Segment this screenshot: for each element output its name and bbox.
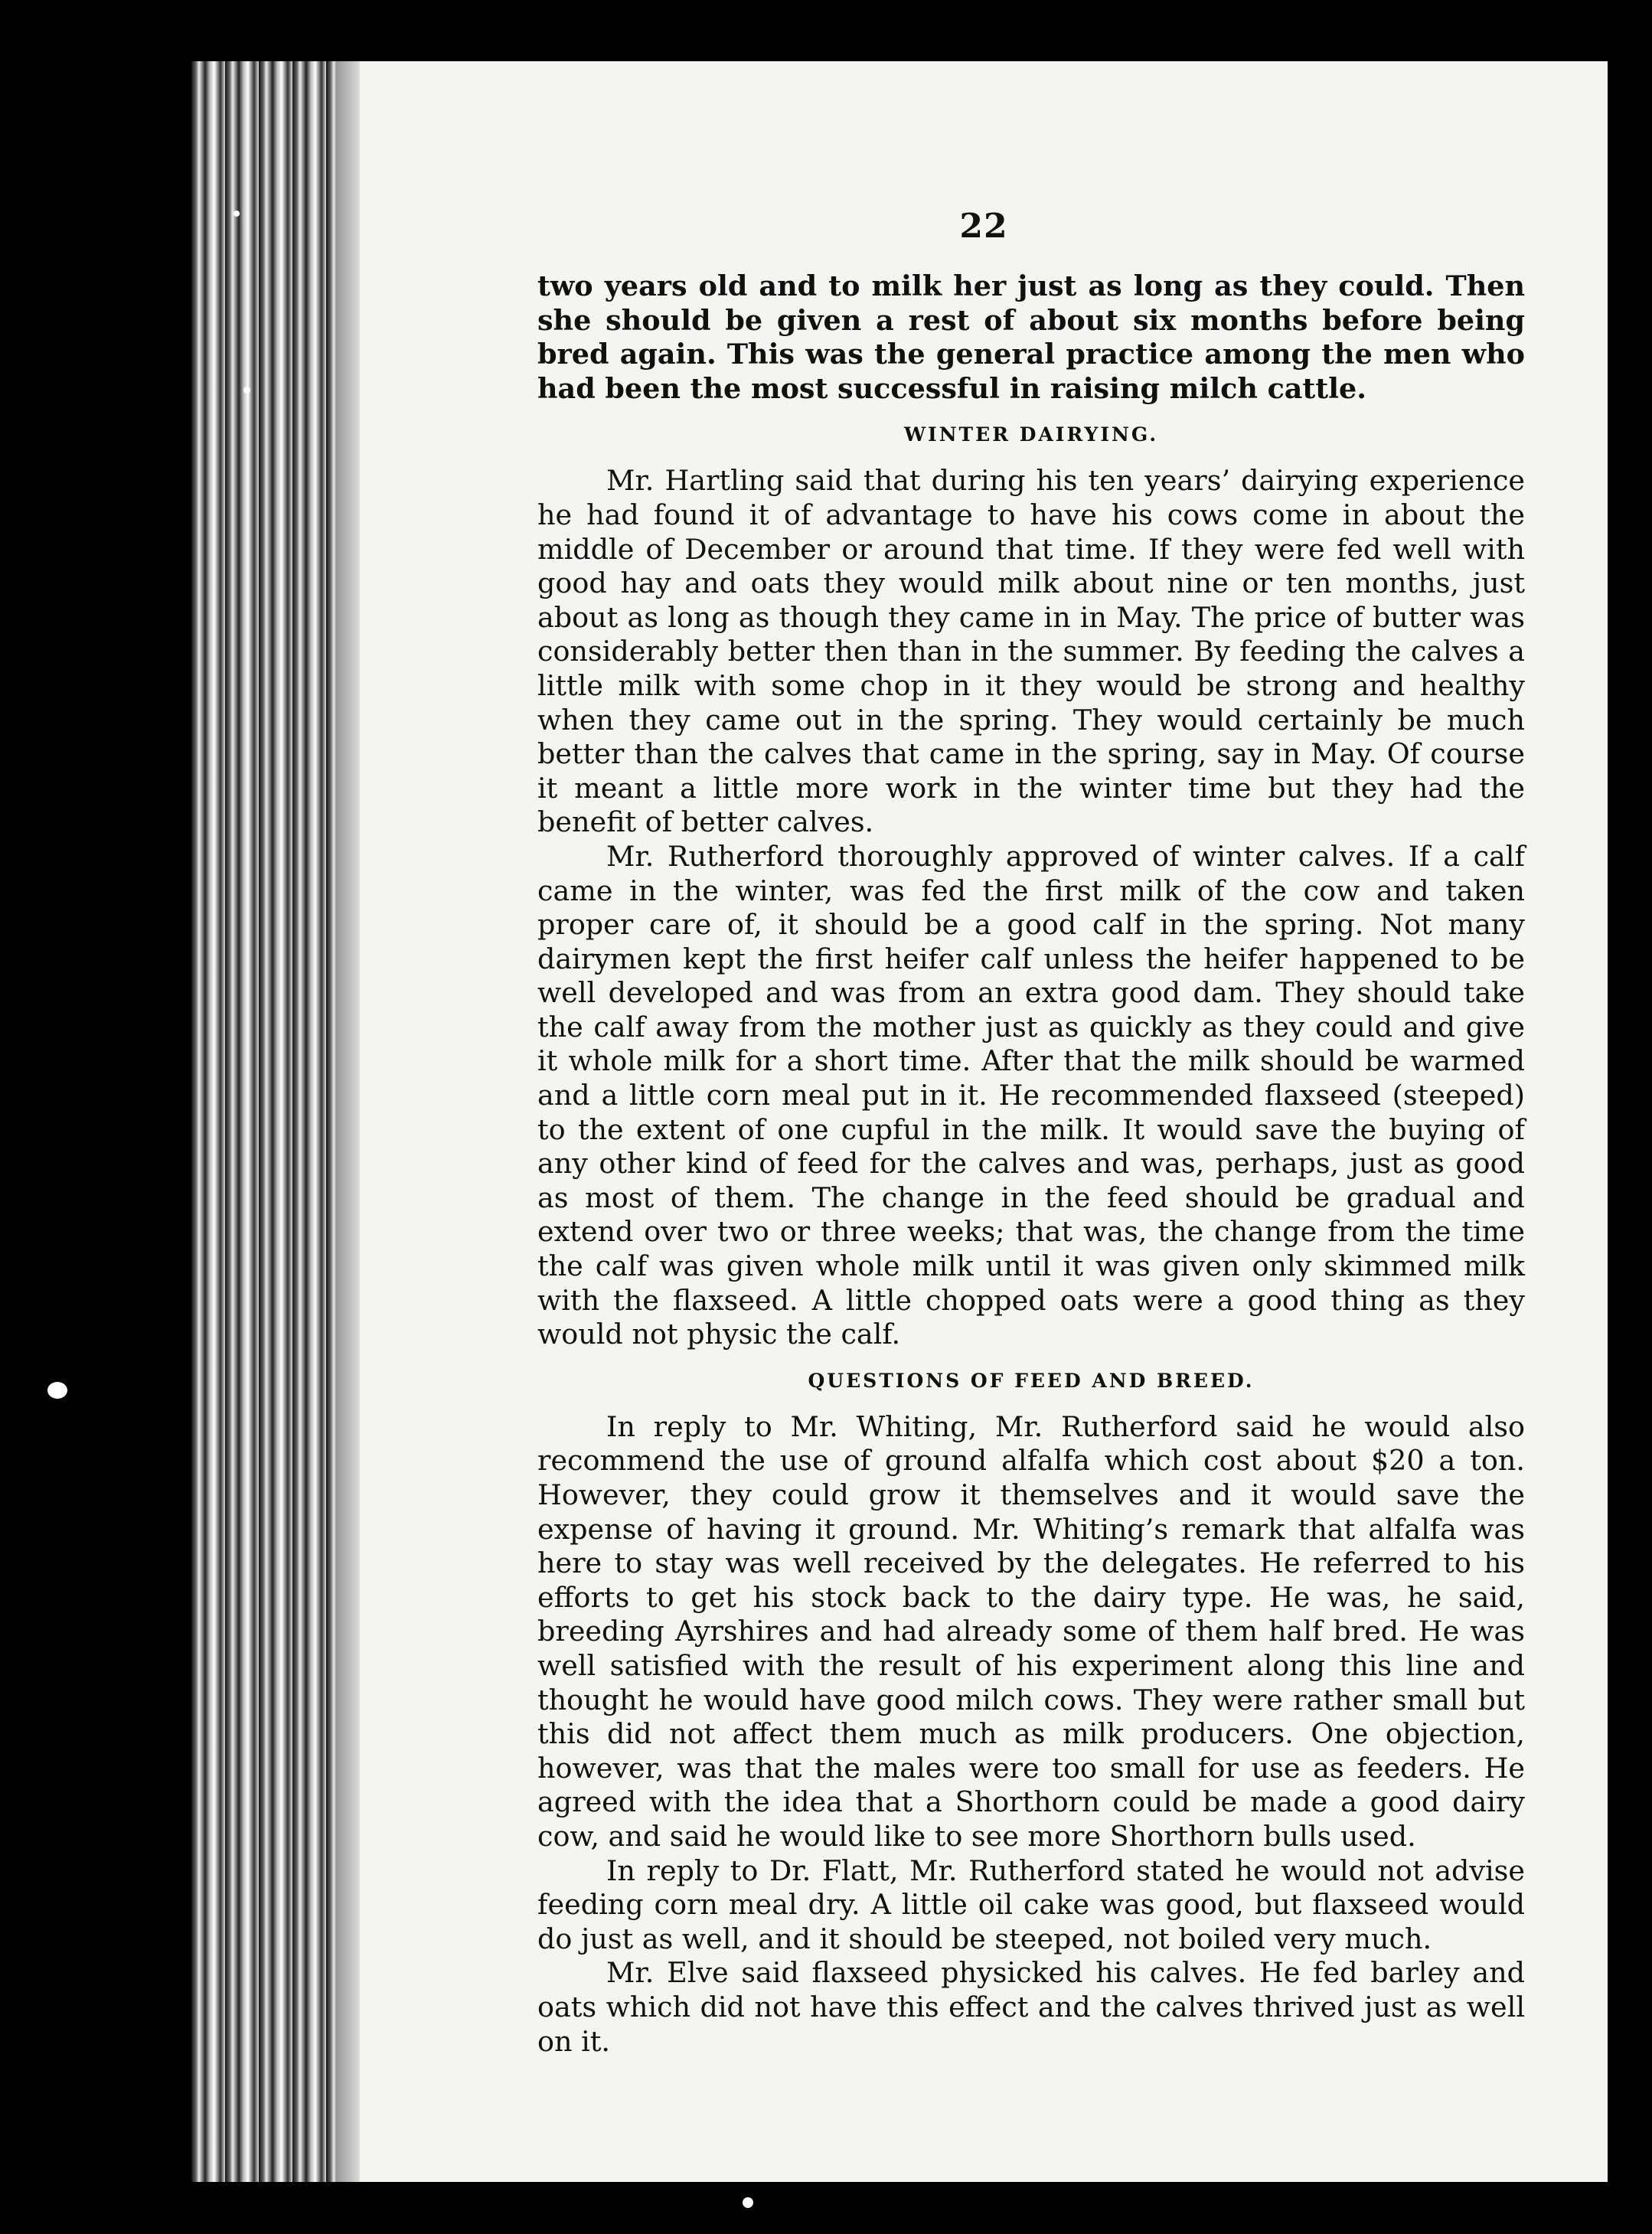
paragraph-rutherford: Mr. Rutherford thoroughly approved of winter calves. If a calf came in the winter, was fed the first milk of the cow and taken proper care of, it should be a good calf in the spring. Not many dairymen kept the first heifer calf unless the heifer happened to be well developed and was from an extra good dam. They should take the calf away from the mother just as quickly as they could and give it whole milk for a short time. After that the milk should be warmed and a little corn meal put in it. He recommended flaxseed (steeped) to the extent of one cupful in the milk. It would save the buying of any other kind of feed for the calves and was, perhaps, just as good as most of them. The change in the feed should be gradual and extend over two or three weeks; that was, the change from the time the calf was given whole milk until it was given only skimmed milk with the flaxseed. A little chopped oats were a good thing as they would not physic the calf. [537, 839, 1525, 1351]
page-number: 22 [959, 207, 1008, 246]
film-speck [243, 387, 250, 394]
film-speck [743, 2197, 753, 2208]
section-heading-feed-and-breed: QUESTIONS OF FEED AND BREED. [808, 1369, 1255, 1392]
page-body [537, 269, 1525, 2059]
paragraph-hartling: Mr. Hartling said that during his ten years’ dairying experience he had found it of advantage to have his cows come in about the middle of December or around that time. If they were fed well with good hay and oats they would milk about nine or ten months, just about as long as though they came in in May. The price of butter was considerably better then than in the summer. By feeding the calves a little milk with some chop in it they would be strong and healthy when they came out in the spring. They would certainly be much better than the calves that came in the spring, say in May. Of course it meant a little more work in the winter time but they had the benefit of better calves. [537, 464, 1525, 839]
film-speck [233, 211, 240, 217]
book-binding-edge [191, 61, 337, 2182]
document-page [360, 61, 1608, 2182]
paragraph-whiting-reply: In reply to Mr. Whiting, Mr. Rutherford said he would also recommend the use of ground alfalfa which cost about $20 a ton. However, they could grow it themselves and it would save the expense of having it ground. Mr. Whiting’s remark that alfalfa was here to stay was well received by the delegates. He referred to his efforts to get his stock back to the dairy type. He was, he said, breeding Ayrshires and had already some of them half bred. He was well satisfied with the result of his experiment along this line and thought he would have good milch cows. They were rather small but this did not affect them much as milk producers. One objection, however, was that the males were too small for use as feeders. He agreed with the idea that a Shorthorn could be made a good dairy cow, and said he would like to see more Shorthorn bulls used. [537, 1409, 1525, 1853]
section-heading-winter-dairying: WINTER DAIRYING. [903, 423, 1159, 446]
opening-paragraph: two years old and to milk her just as long as they could. Then she should be given a rest of about six months before being bred again. This was the general practice among the men who had been the most successful in raising milch cattle. [537, 269, 1525, 405]
film-speck [47, 1382, 67, 1399]
paragraph-flatt-reply: In reply to Dr. Flatt, Mr. Rutherford stated he would not advise feeding corn meal dry. A little oil cake was good, but flaxseed would do just as well, and it should be steeped, not boiled very much. [537, 1854, 1525, 1955]
paragraph-elve: Mr. Elve said flaxseed physicked his calves. He fed barley and oats which did not have this effect and the calves thrived just as well on it. [537, 1956, 1525, 2058]
